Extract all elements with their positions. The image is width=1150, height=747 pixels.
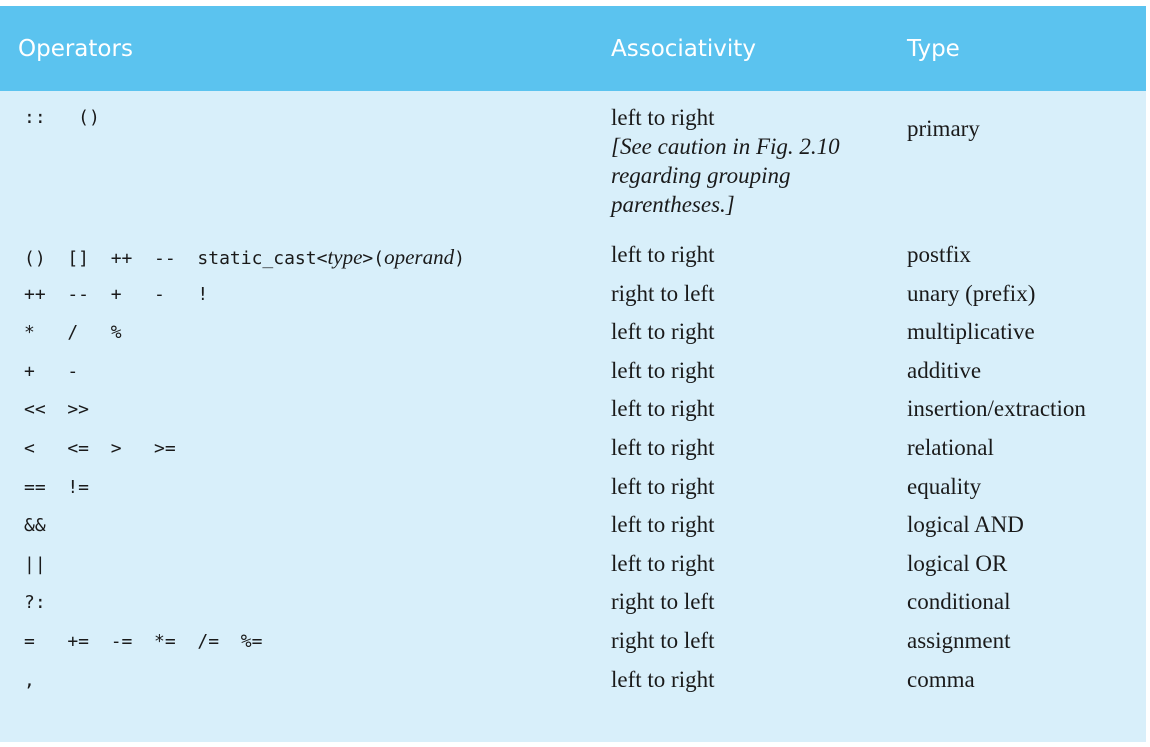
- type-cell: logical AND: [907, 512, 1024, 538]
- table-header-row: [0, 6, 1146, 91]
- associativity-cell: left to right: [611, 512, 715, 538]
- operators-cell: ++ -- + - !: [24, 283, 209, 305]
- table-row: [0, 662, 1146, 701]
- type-cell: additive: [907, 357, 982, 383]
- operators-mid: >(: [362, 248, 385, 269]
- associativity-cell: left to right: [611, 666, 715, 692]
- operators-cell: [0, 237, 600, 276]
- type-cell: primary: [907, 116, 980, 141]
- operators-cell: :: (): [24, 107, 100, 128]
- table-row: [0, 353, 1146, 392]
- table-row: [0, 584, 1146, 623]
- type-cell: insertion/extraction: [907, 396, 1086, 422]
- operators-cell: ,: [24, 669, 35, 691]
- table-row: [0, 91, 1146, 237]
- type-cell: logical OR: [907, 550, 1008, 576]
- operators-cell: << >>: [24, 399, 90, 421]
- type-cell: equality: [907, 473, 982, 499]
- operators-cell: &&: [24, 515, 46, 537]
- table-row: [0, 469, 1146, 508]
- table-row: [0, 430, 1146, 469]
- associativity-cell: right to left: [611, 589, 715, 615]
- associativity-cell: left to right: [611, 434, 715, 460]
- operator-precedence-table: [0, 6, 1146, 700]
- associativity-cell: left to right: [611, 550, 715, 576]
- header-associativity: Associativity: [611, 35, 756, 62]
- associativity-cell: right to left: [611, 280, 715, 306]
- type-cell: conditional: [907, 589, 1011, 615]
- type-cell: relational: [907, 434, 994, 460]
- type-cell: assignment: [907, 627, 1011, 653]
- table-row: [0, 507, 1146, 546]
- operators-cell: < <= > >=: [24, 437, 176, 459]
- caution-note: [See caution in Fig. 2.10 regarding grouping parentheses.]: [611, 134, 840, 217]
- associativity-cell: left to right: [611, 242, 715, 267]
- operators-cell: ||: [24, 553, 46, 575]
- associativity-cell: right to left: [611, 627, 715, 653]
- type-cell: unary (prefix): [907, 280, 1036, 306]
- table-row: [0, 391, 1146, 430]
- operators-cell: * / %: [24, 322, 122, 344]
- associativity-cell: [600, 91, 894, 237]
- operators-cell: + -: [24, 360, 79, 382]
- header-type: Type: [907, 35, 960, 62]
- operators-prefix: () [] ++ -- static_cast<: [24, 248, 328, 269]
- type-cell: postfix: [907, 242, 971, 267]
- type-cell: comma: [907, 666, 975, 692]
- operators-cell: = += -= *= /= %=: [24, 630, 263, 652]
- associativity-value: left to right: [611, 105, 715, 130]
- table-row: [0, 237, 1146, 276]
- table-row: [0, 276, 1146, 315]
- associativity-cell: left to right: [611, 357, 715, 383]
- operators-operand-placeholder: operand: [384, 245, 455, 269]
- header-operators: Operators: [18, 35, 133, 62]
- table-row: [0, 623, 1146, 662]
- associativity-cell: left to right: [611, 319, 715, 345]
- operators-cell: ?:: [24, 592, 46, 614]
- operators-type-placeholder: type: [327, 245, 363, 269]
- associativity-cell: left to right: [611, 396, 715, 422]
- table-row: [0, 314, 1146, 353]
- operators-cell: == !=: [24, 476, 90, 498]
- operators-suffix: ): [454, 248, 465, 269]
- type-cell: multiplicative: [907, 319, 1035, 345]
- associativity-cell: left to right: [611, 473, 715, 499]
- table-row: [0, 546, 1146, 585]
- operator-precedence-table-panel: [0, 6, 1146, 742]
